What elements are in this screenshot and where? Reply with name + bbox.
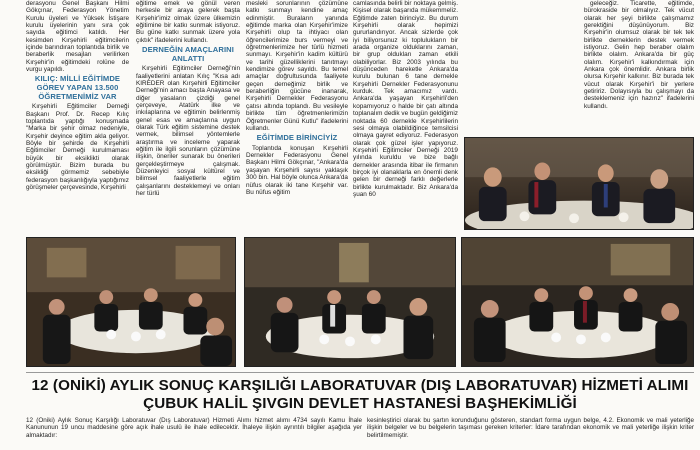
tender-body-left: 12 (Oniki) Aylık Sonuç Karşılığı Laboratuvar (Dış Laboratuvar) Hizmeti Alımı hizmet alımı 4734 sayılı Kamu İhale Kanununun 19 uncu maddesine göre açık ihale usulü ile ihale edilecektir. İhaleye ilişkin ayrıntılı bilgiler aşağıda yer almaktadır: [26,417,362,439]
article-column-1 [26,0,129,228]
photo-banquet-table-1 [26,237,236,367]
photo-meeting-table [464,137,694,230]
column-3-paragraph-2: Toplantıda konuşan Kırşehirli Dernekler Federasyonu Genel Başkanı Hilmi Gökçınar, "Ankara'da yaşayan Kırşehirli sayısı yaklaşık 300 bin. Hal böyle olunca Ankara'da nüfus olarak iki tane Kırşehir var. Bu nüfus eğitim [246,144,348,196]
article-column-3 [246,0,348,228]
column-2-paragraph-2: Kırşehirli Eğitimciler Derneği'nin faaliyetlerini anlatan Kılıç "Kısa adı KIREDER olan Kırşehirli Eğitimciler Derneği'nin amacı başta Anayasa ve diğer yasaların çizdiği genel çerçeveye, Atatürk ilke ve inkılaplarına ve eğitimin belirlenmiş genel esas ve amaçlarına uygun olarak Türk eğitim sistemine destek vermek, bilimsel yöntemlerle araştırma ve inceleme yaparak eğitim ile ilgili sorunların çözümüne ilişkin, öneriler sunarak bu önerileri gerçekleştirmeye çalışmak. Düzenleyici sosyal kültürel ve bilimsel faaliyetlerle eğitim çalışanlarını desteklemeyi ve onları her türlü [136,65,240,198]
column-2-subheading: DERNEĞİN AMAÇLARINI ANLATTI [142,45,234,63]
column-1-subheading: KILIÇ: MİLLİ EĞİTİMDE GÖREV YAPAN 13.500 ÖĞRETMENİMİZ VAR [34,74,121,101]
column-1-paragraph-1: derasyonu Genel Başkanı Hilmi Gökçınar, Federasyon Yönetim Kurulu üyeleri ve Yüksek İstişare kurulu üyelerinin yanı sıra çok sayıda eğitimci katıldı. Her kesimden Kırşehirli eğitimcilerin içinde barındıran toplantıda birlik ve beraberlik mesajları verilirken Kırşehir'in eğitimdeki rolüne de vurgu yapıldı. [26,0,129,74]
column-3-paragraph-1: mesleki sorunlarının çözümüne katkı sunmayı kendine amaç edinmiştir. Buraların yanında eğitimde marka olan Kırşehir'imize Kırşehirli olup ta ihtiyacı olan öğrencilerimize burs vermeyi ve öğretmenlerimize her türlü hizmeti sunmayı. Kırşehir'in kadim kültürü ve tarihi güzelliklerini tanıtmayı kendimize görev sayıldı. Bu temel amaçlar doğrultusunda faaliyete geçen derneğimiz birlik ve beraberliğin gücüne inanarak, Kırşehirli Dernekler Federasyonu çatısı altında toplandı. Bu vesileyle birlikte tüm öğretmenlerimizin Öğretmenler Günü Kutlu" ifadelerini kullandı. [246,0,348,132]
article-column-4 [353,0,458,228]
column-1-paragraph-2: Kırşehirli Eğitimciler Derneği Başkanı Prof. Dr. Recep Kılıç toplantıda yaptığı konuşmada "Marka bir şehir olmaz nedeniyle, Kırşehir deyince eğitim akla geliyor. Böyle bir şehirde de Kırşehirli Eğitimciler Derneği kurulmaması büyük bir eksiklikti olarak görülmüştür. Bizim burada bu eksikliği görmemiz sebebiyle federasyon başkanlığıyla yaptığımız görüşmeler çerçevesinde, Kırşehirli [26,103,129,191]
tender-body-right: kesinleştirici olarak bu şartın korunduğunu gösteren, standart forma uygun belge, 4.2. Ekonomik ve mali yeterliğe ilişkin belgeler ve bu belgelerin taşıması gereken kriterler: İdare tarafından ekonomik ve mali yeterliğe ilişkin kriter belirtilmemiştir. [367,417,694,439]
photo-banquet-table-2 [244,237,456,367]
article-column-5 [584,0,694,134]
column-2-paragraph-1: eğitime emek ve gönül veren herkesle bir araya gelerek başta Kırşehir'imiz olmak üzere ülkemizin eğitimine bir katkı sunmak istiyoruz. Bu güne katkı sunmak üzere yola çıktık" ifadelerini kullandı. [136,0,240,44]
photo-banquet-table-3 [461,237,694,367]
tender-headline: 12 (ONİKİ) AYLIK SONUÇ KARŞILIĞI LABORATUVAR (DIŞ LABORATUVAR) HİZMETİ ALIMI ÇUBUK HALİL ŞIVGIN DEVLET HASTANESİ BAŞHEKİMLİĞİ [31,377,689,412]
column-4-paragraph-1: camlasında belirli bir noktaya gelmiş. Kişisel olarak başarıda mükemmeliz. Eğitimde zaten birinciyiz. Bu durum Kırşehirli olarak hepimizi gururlandırıyor. Ancak sizlerde çok iyi biliyorsunuz ki toplulukların bir arada organize olduklarını zaman, bir grup oldukları zaman etkili olabiliyorlar. Biz 2003 yılında bu düşünceden hareketle Ankara'da kurulu bulunan 6 tane dernekle Kırşehirli Dernekler Federasyonunu kurduk. Tek amacımız vardı. Ankara'da yaşayan Kırşehirli'den kopamıyoruz o halde bir çatı altında toplanalım dedik ve bugün geldiğimiz noktada 60 dernekle Kırşehirlilerin sesi olmaya olabildiğince temsilcisi olmaya gayret ediyoruz. Federasyon olarak çok güzel işler yapıyoruz. Kırşehirli Eğitimciler Derneği 2019 yılında kuruldu ve bize bağlı dernekler arasında itibar ile firmanın birçok iyi olanaklarla en önemli denk gelen bir derneği farklı değerlerle birlikte kurulmaktadır. Biz Ankara'da şuan 60 [353,0,458,198]
column-5-paragraph-1: geleceğiz. Ticarette, eğitimde, bürokraside bir olmalıyız. Tek vücut olarak her şeyi birlikte çalışmamız gerektiğini düşünüyorum. Biz Kırşehir'in olumsuz olarak bir tek tek birlikte derneklerin destek vermek istiyoruz. Gelin hep beraber olalım birlikte olalım. Ankara'da bir güç olalım. Kırşehir'i kalkındırmak için Ankara çok önemlidir. Ankara birlik olursa Kırşehir kalkınır. Biz burada tek vücut olarak Kırşehir'i bir yerlere getiririz. Dolayısıyla bu çalışmayı da desteklemeniz için hazırız" ifadelerini kullandı. [584,0,694,110]
column-3-subheading: EĞİTİMDE BİRİNCİYİZ [256,133,338,143]
section-divider [26,372,694,373]
article-column-2 [136,0,240,228]
